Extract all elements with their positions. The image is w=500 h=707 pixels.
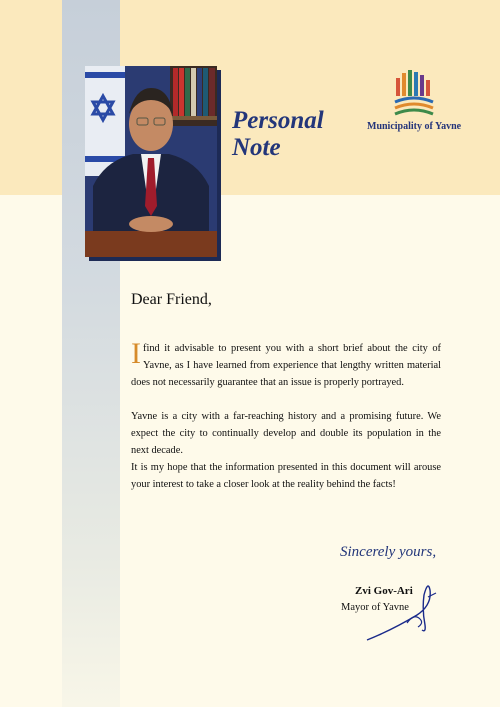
signer-name: Zvi Gov-Ari [355,585,413,597]
letter-paragraph-1 [131,337,441,391]
paragraph-1-text: find it advisable to present you with a short brief about the city of Yavne, as I have learned from experience that lengthy written material does not necessarily guarantee that an issue is properly portrayed. [131,343,441,388]
page-heading [232,107,324,161]
drop-cap: I [131,337,141,370]
municipality-caption: Municipality of Yavne [367,121,462,132]
letter-paragraph-2: Yavne is a city with a far-reaching history and a promising future. We expect the city to continually develop and double its population in the next decade. [131,411,441,456]
letter-body [131,337,441,493]
municipality-logo-icon [393,68,435,120]
heading-line-2: Note [232,134,281,161]
heading-line-1: Personal [232,107,324,134]
letter-greeting: Dear Friend, [131,291,212,308]
letter-closing: Sincerely yours, [340,544,437,560]
mayor-portrait-photo [85,66,217,257]
signer-title: Mayor of Yavne [341,602,409,613]
handwritten-signature [362,575,447,645]
letter-paragraph-3: It is my hope that the information presented in this document will arouse your interest to take a closer look at the reality behind the facts! [131,462,441,490]
